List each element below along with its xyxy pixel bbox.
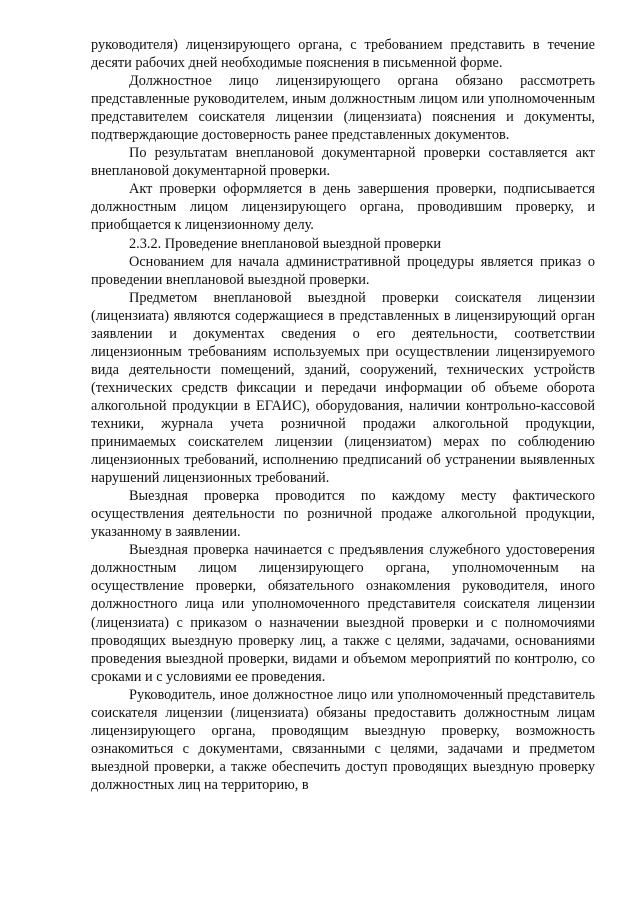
document-page — [91, 36, 595, 794]
paragraph-continuation: руководителя) лицензирующего органа, с требованием представить в течение десяти рабочих дней необходимые пояснения в письменной форме. — [91, 37, 595, 72]
paragraph-each-place: Выездная проверка проводится по каждому месту фактического осуществления деятельности по розничной продаже алкогольной продукции, указанному в заявлении. — [91, 488, 595, 541]
paragraph-act-signing: Акт проверки оформляется в день завершения проверки, подписывается должностным лицом лицензирующего органа, проводившим проверку, и приобщается к лицензионному делу. — [91, 181, 595, 234]
paragraph-start-of-inspection: Выездная проверка начинается с предъявления служебного удостоверения должностным лицом лицензирующего органа, уполномоченным на осуществление проверки, обязательного ознакомления руководителя, иного должностного лица или уполномоченного представителя соискателя лицензии (лицензиата) с приказом о назначении выездной проверки и с полномочиями проводящих выездную проверку лиц, а также с целями, задачами, основаниями проведения выездной проверки, видами и объемом мероприятий по контролю, со сроками и с условиями ее проведения. — [91, 542, 595, 685]
section-heading-2-3-2: 2.3.2. Проведение внеплановой выездной проверки — [129, 235, 442, 252]
paragraph-grounds: Основанием для начала административной процедуры является приказ о проведении внеплановой выездной проверки. — [91, 253, 595, 288]
paragraph-explanation-review: Должностное лицо лицензирующего органа обязано рассмотреть представленные руководителем, иным должностным лицом или уполномоченным представителем соискателя лицензии (лицензиата) пояснения и документы, подтверждающие достоверность ранее представленных документов. — [91, 73, 595, 144]
paragraph-obligations: Руководитель, иное должностное лицо или уполномоченный представитель соискателя лицензии (лицензиата) обязаны предоставить должностным лицам лицензирующего органа, проводящим выездную проверку, возможность ознакомиться с документами, связанными с целями, задачами и предметом выездной проверки, а также обеспечить доступ проводящих выездную проверку должностных лиц на территорию, в — [91, 686, 595, 793]
paragraph-documentary-act: По результатам внеплановой документарной проверки составляется акт внеплановой документарной проверки. — [91, 145, 595, 180]
paragraph-subject: Предметом внеплановой выездной проверки соискателя лицензии (лицензиата) являются содержащиеся в представленных в лицензирующий орган заявлении и документах сведения о его деятельности, соответствии лицензионным требованиям используемых при осуществлении лицензируемого вида деятельности помещений, зданий, сооружений, технических устройств (технических средств фиксации и передачи информации об объеме оборота алкогольной продукции в ЕГАИС), оборудования, наличии контрольно-кассовой техники, журнала учета розничной продажи алкогольной продукции, принимаемых соискателем лицензии (лицензиатом) мерах по соблюдению лицензионных требований, исполнению предписаний об устранении выявленных нарушений лицензионных требований. — [91, 289, 595, 487]
